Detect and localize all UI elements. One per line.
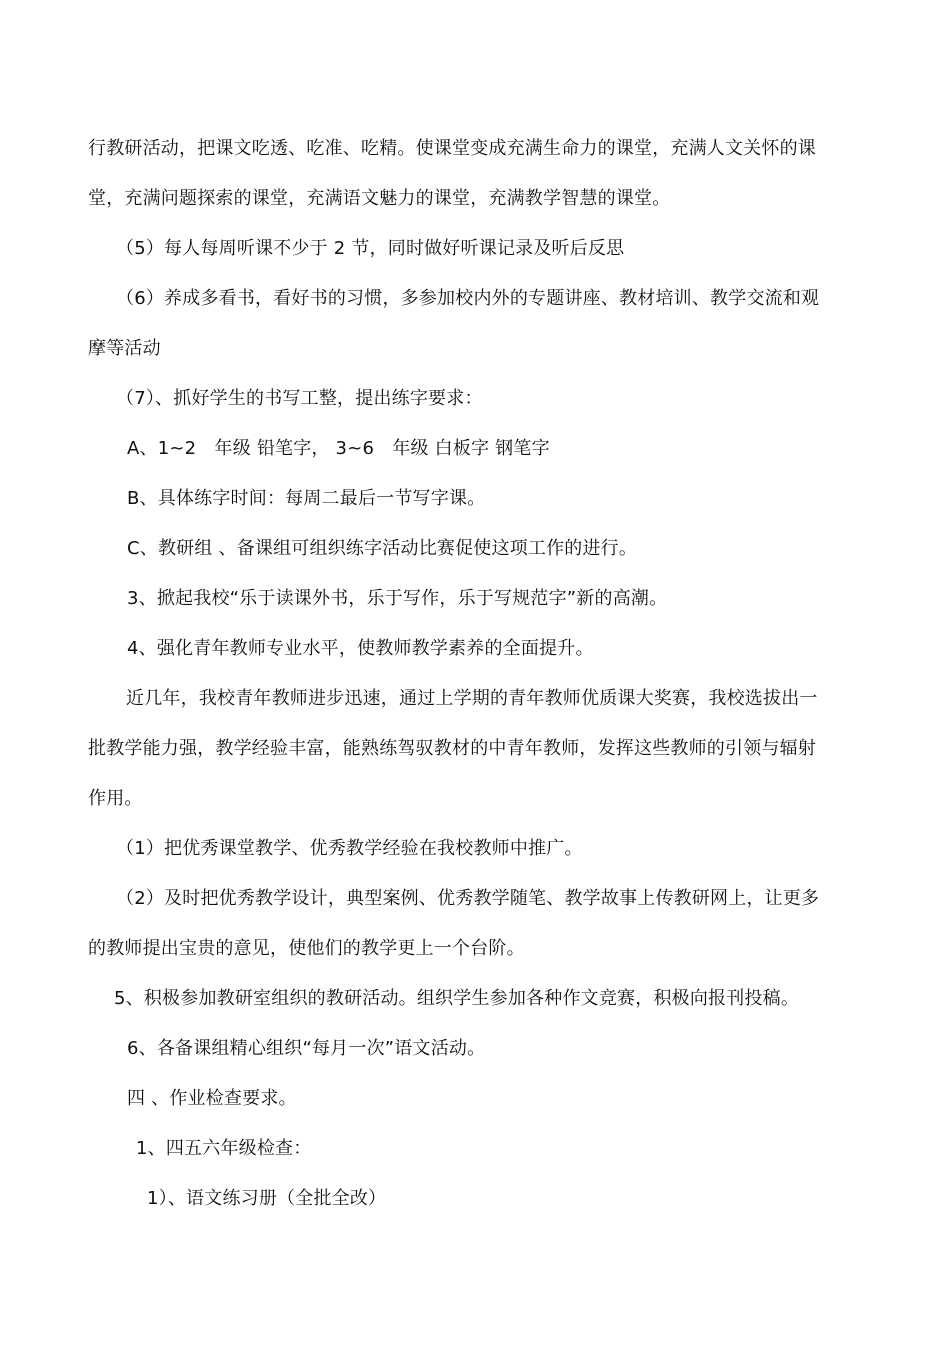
paragraph-line: 行教研活动，把课文吃透、吃准、吃精。使课堂变成充满生命力的课堂，充满人文关怀的课 <box>88 138 816 159</box>
paragraph-line: （5）每人每周听课不少于 2 节，同时做好听课记录及听后反思 <box>116 238 625 259</box>
paragraph-line: 作用。 <box>88 788 143 809</box>
paragraph-line: 5、积极参加教研室组织的教研活动。组织学生参加各种作文竞赛，积极向报刊投稿。 <box>114 988 800 1009</box>
paragraph-line: 近几年，我校青年教师进步迅速，通过上学期的青年教师优质课大奖赛，我校选拔出一 <box>126 688 818 709</box>
paragraph-line: 1、四五六年级检查： <box>136 1138 312 1159</box>
paragraph-line: 堂，充满问题探索的课堂，充满语文魅力的课堂，充满教学智慧的课堂。 <box>88 188 671 209</box>
paragraph-line: 摩等活动 <box>88 338 161 359</box>
paragraph-line: A、1~2 年级 铅笔字， 3~6 年级 白板字 钢笔字 <box>127 438 550 459</box>
paragraph-line: （6）养成多看书，看好书的习惯，多参加校内外的专题讲座、教材培训、教学交流和观 <box>116 288 820 309</box>
paragraph-line: C、教研组 、备课组可组织练字活动比赛促使这项工作的进行。 <box>127 538 638 559</box>
paragraph-line: 批教学能力强，教学经验丰富，能熟练驾驭教材的中青年教师，发挥这些教师的引领与辐射 <box>88 738 816 759</box>
paragraph-line: B、具体练字时间：每周二最后一节写字课。 <box>127 488 486 509</box>
paragraph-line: 6、各备课组精心组织“每月一次”语文活动。 <box>127 1038 486 1059</box>
section-heading: 四 、作业检查要求。 <box>127 1088 297 1109</box>
paragraph-line: （7）、抓好学生的书写工整，提出练字要求： <box>116 388 483 409</box>
paragraph-line: 1）、语文练习册（全批全改） <box>147 1188 387 1209</box>
paragraph-line: 4、强化青年教师专业水平，使教师教学素养的全面提升。 <box>127 638 594 659</box>
paragraph-line: 的教师提出宝贵的意见，使他们的教学更上一个台阶。 <box>88 938 525 959</box>
paragraph-line: （1）把优秀课堂教学、优秀教学经验在我校教师中推广。 <box>116 838 583 859</box>
paragraph-line: （2）及时把优秀教学设计，典型案例、优秀教学随笔、教学故事上传教研网上，让更多 <box>116 888 820 909</box>
paragraph-line: 3、掀起我校“乐于读课外书，乐于写作，乐于写规范字”新的高潮。 <box>127 588 668 609</box>
